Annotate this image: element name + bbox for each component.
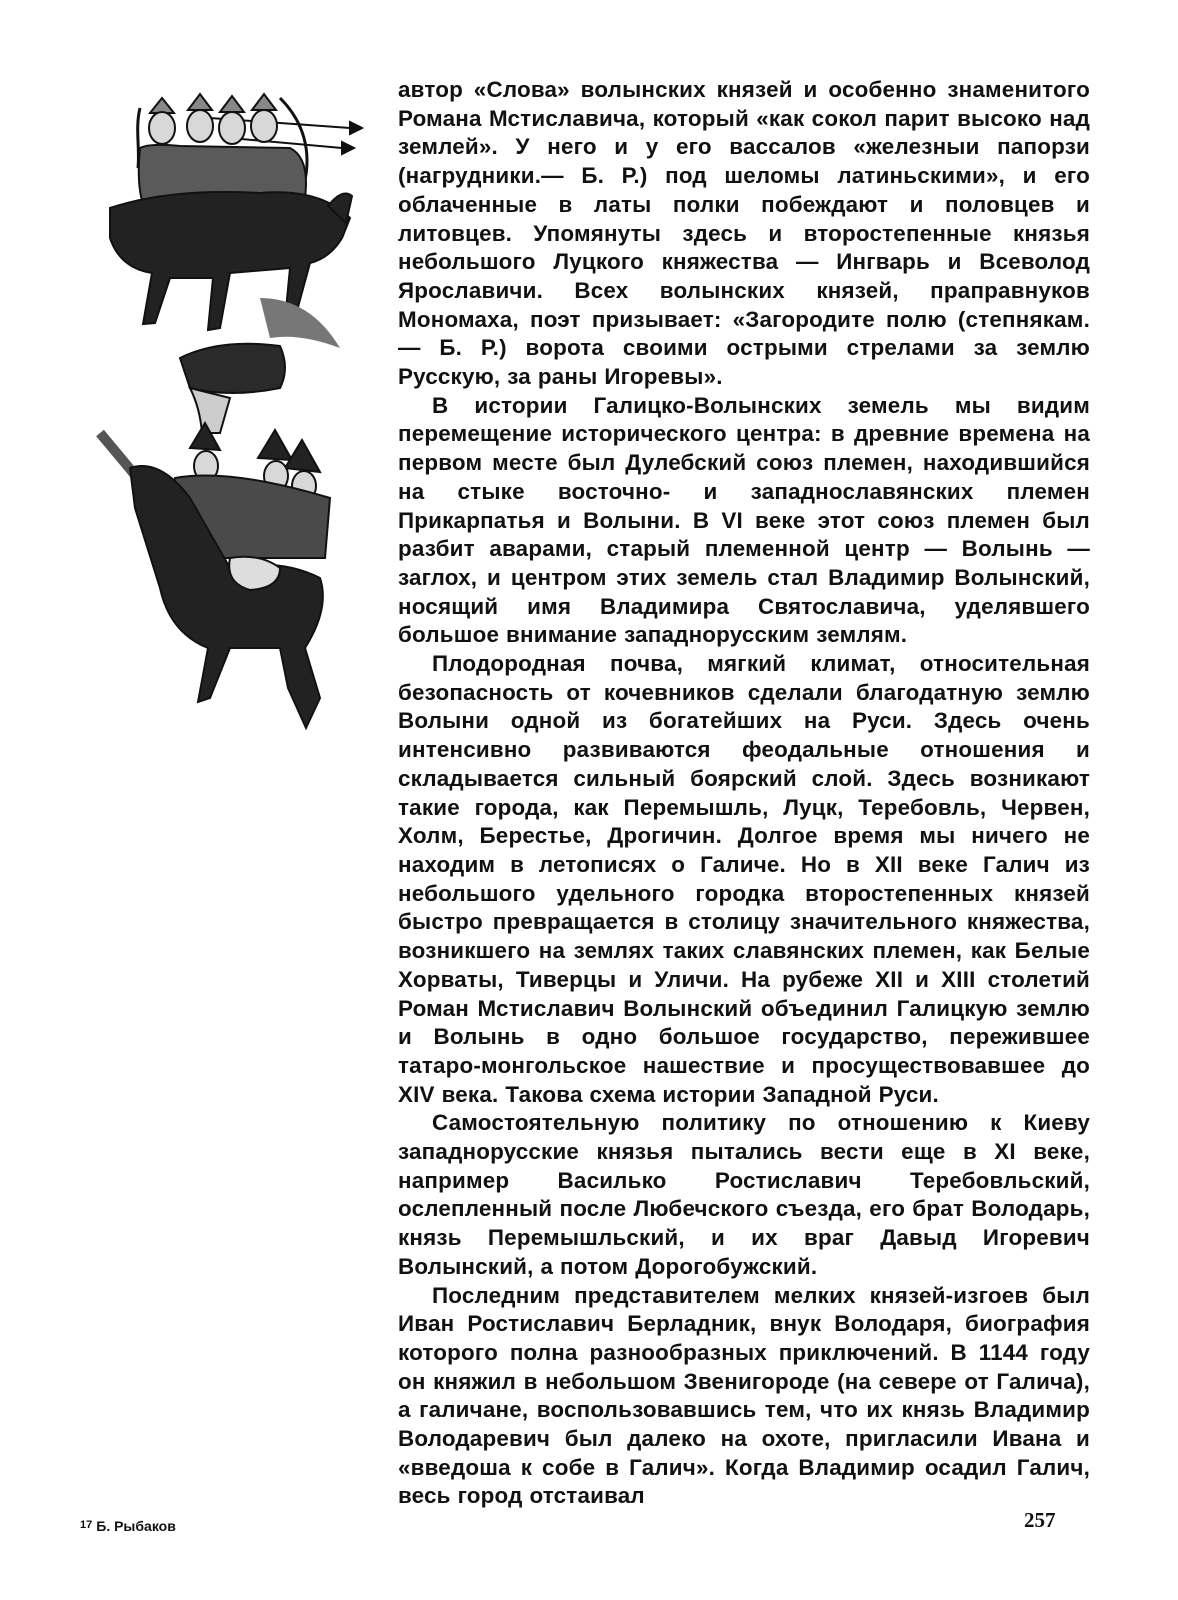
- paragraph-4: Самостоятельную политику по отношению к Киеву западнорусские князья пытались вести еще в XI веке, например Василько Ростиславич Теребовльский, ослепленный после Любечского съезда, его брат Володарь, князь Перемышльский, и их враг Давыд Игоревич Волынский, а потом Дорогобужский.: [398, 1110, 1090, 1279]
- footer-signature: [80, 1518, 176, 1534]
- footer-author: Б. Рыбаков: [96, 1518, 176, 1534]
- horsemen-illustration-icon: [80, 88, 370, 748]
- signature-mark: 17: [80, 1519, 93, 1531]
- paragraph-5: Последним представителем мелких князей-изгоев был Иван Ростиславич Берладник, внук Володаря, биография которого полна разнообразных приключений. В 1144 году он княжил в небольшом Звенигороде (на севере от Галича), а галичане, воспользовавшись тем, что их князь Владимир Володаревич был далеко на охоте, пригласили Ивана и «введоша к собе в Галич». Когда Владимир осадил Галич, весь город отстаивал: [398, 1282, 1090, 1509]
- body-text: [398, 76, 1090, 1511]
- page-number: 257: [1024, 1508, 1056, 1532]
- upper-riders-group: [110, 94, 362, 330]
- paragraph-3: Плодородная почва, мягкий климат, относительная безопасность от кочевников сделали благодатную землю Волыни одной из богатейших на Руси. Здесь очень интенсивно развиваются феодальные отношения и складывается сильный боярский слой. Здесь возникают такие города, как Перемышль, Луцк, Теребовль, Червен, Холм, Берестье, Дрогичин. Долгое время мы ничего не находим в летописях о Галиче. Но в XII веке Галич из небольшого удельного городка второстепенных князей быстро превращается в столицу значительного княжества, возникшего на землях таких славянских племен, как Белые Хорваты, Тиверцы и Уличи. На рубеже XII и XIII столетий Роман Мстиславич Волынский объединил Галицкую землю и Волынь в одно большое государство, пережившее татаро-монгольское нашествие и просуществовавшее до XIV века. Такова схема истории Западной Руси.: [398, 651, 1090, 1107]
- paragraph-2: В истории Галицко-Волынских земель мы видим перемещение исторического центра: в древние времена на первом месте был Дулебский союз племен, находившийся на стыке восточно- и западнославянских племен Прикарпатья и Волыни. В VI веке этот союз племен был разбит аварами, старый племенной центр — Волынь — заглох, и центром этих земель стал Владимир Волынский, носящий имя Владимира Святославича, уделявшего большое внимание западнорусским землям.: [398, 392, 1090, 648]
- paragraph-1: автор «Слова» волынских князей и особенно знаменитого Романа Мстиславича, который «как сокол парит высоко над землей». У него и у его вассалов «железныи папорзи (нагрудники.— Б. Р.) под шеломы латиньскими», и его облаченные в латы полки побеждают и половцев и литовцев. Упомянуты здесь и второстепенные князья небольшого Луцкого княжества — Ингварь и Всеволод Ярославичи. Всех волынских князей, праправнуков Мономаха, поэт призывает: «Загородите полю (степнякам.— Б. Р.) ворота своими острыми стрелами за землю Русскую, за раны Игоревы».: [398, 77, 1090, 390]
- lower-riders-group: [100, 298, 340, 728]
